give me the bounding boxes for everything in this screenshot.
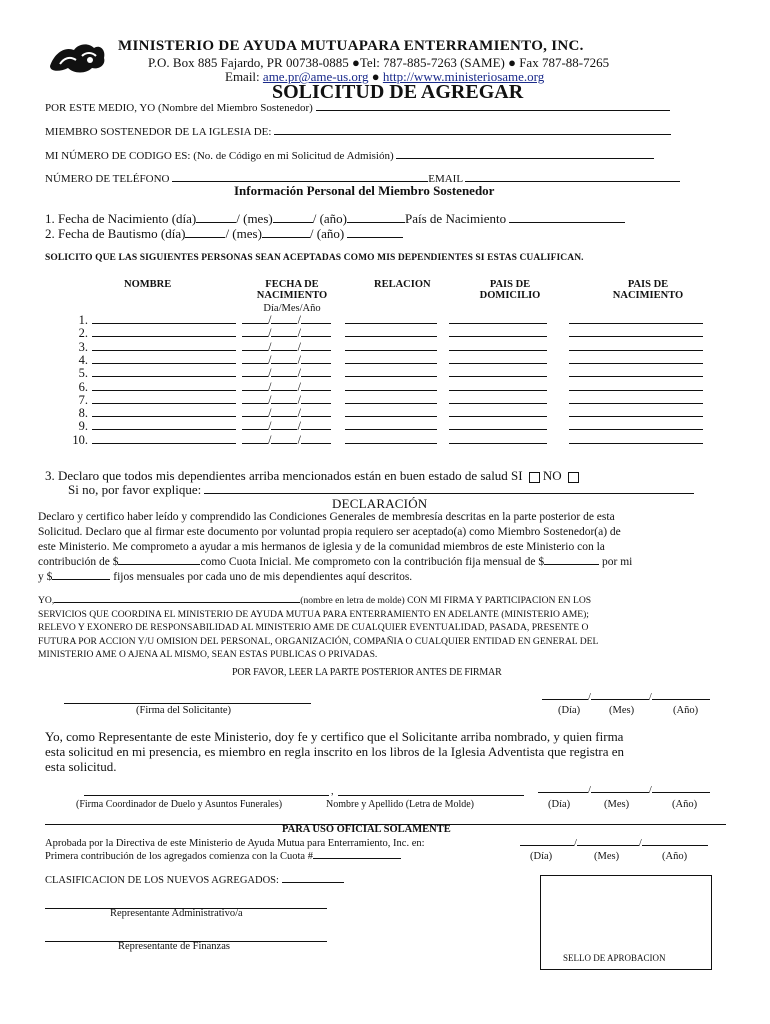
ano-label: (Año): [662, 851, 688, 862]
nombre-molde-input[interactable]: [54, 602, 300, 603]
text-fragment: fijos mensuales por cada uno de mis dependientes aquí descritos.: [113, 571, 413, 583]
field-label: / (año): [312, 211, 348, 226]
declaracion-heading: DECLARACIÓN: [332, 496, 428, 511]
mes-input[interactable]: [271, 336, 297, 337]
mes-input[interactable]: [271, 350, 297, 351]
website-link[interactable]: http://www.ministeriosame.org: [382, 69, 545, 84]
mes-input[interactable]: [271, 363, 297, 364]
telefono-input-line[interactable]: [172, 181, 428, 182]
pais-domicilio-input[interactable]: [449, 403, 547, 404]
dependents-intro: SOLICITO QUE LAS SIGUIENTES PERSONAS SEAN ACEPTADAS COMO MIS DEPENDIENTES SI ESTAS CUALIFICAN.: [45, 253, 584, 263]
pais-domicilio-input[interactable]: [449, 376, 547, 377]
col-header-line: DOMICILIO: [479, 290, 541, 301]
date-sep: /: [268, 353, 272, 367]
row-number: 6.: [78, 380, 88, 394]
ano-input[interactable]: [301, 323, 331, 324]
input-line[interactable]: [262, 237, 310, 238]
firma-solicitante-label: (Firma del Solicitante): [136, 705, 232, 716]
date-sep: /: [268, 406, 272, 420]
mes-label: (Mes): [594, 851, 620, 862]
ano-input[interactable]: [642, 845, 708, 846]
col-relacion: RELACION: [374, 279, 431, 290]
text-fragment: por mi: [601, 556, 633, 568]
nombre-apellido-label: Nombre y Apellido (Letra de Molde): [326, 799, 475, 810]
dia-input[interactable]: [242, 403, 268, 404]
nombre-apellido-line[interactable]: [338, 795, 524, 796]
declaracion-line: [38, 570, 632, 585]
relevo-line: MINISTERIO AME O AJENA AL MISMO, SEAN ESTAS PUBLICAS O PRIVADAS.: [38, 649, 378, 661]
col-header-line: NACIMIENTO: [256, 290, 328, 301]
email-input-line[interactable]: [465, 181, 680, 182]
pais-nacimiento-input[interactable]: [569, 323, 703, 324]
input-line[interactable]: [347, 237, 403, 238]
relevo-line: [38, 594, 598, 608]
relevo-line: FUTURA POR ACCION Y/U OMISION DEL PERSONAL, ORGANIZACIÓN, COMPAÑIA O CUALQUIER ENTIDAD EN GENERAL DEL: [38, 635, 599, 647]
relacion-input[interactable]: [345, 336, 437, 337]
date-sep: /: [588, 785, 591, 796]
col-header-line: NACIMIENTO: [612, 290, 684, 301]
ano-input[interactable]: [652, 792, 710, 793]
comma: ,: [331, 786, 334, 797]
field-label: MI NÚMERO DE CODIGO ES: (No. de Código en mi Solicitud de Admisión): [45, 150, 394, 162]
date-sep: /: [297, 380, 301, 394]
relacion-input[interactable]: [345, 429, 437, 430]
mes-input[interactable]: [271, 323, 297, 324]
nombre-input[interactable]: [92, 443, 236, 444]
ano-input[interactable]: [652, 699, 710, 700]
rep-admin-label: Representante Administrativo/a: [110, 908, 243, 919]
col-fecha-nacimiento: [244, 279, 340, 301]
dia-input[interactable]: [242, 429, 268, 430]
cuota-mensual-input[interactable]: [544, 564, 599, 565]
date-sep: /: [297, 313, 301, 327]
dia-input[interactable]: [538, 792, 588, 793]
pais-domicilio-input[interactable]: [449, 390, 547, 391]
dia-input[interactable]: [242, 323, 268, 324]
pais-nacimiento-input[interactable]: [569, 390, 703, 391]
relacion-input[interactable]: [345, 443, 437, 444]
declaracion-line: este Ministerio. Me comprometo a ayudar a mis hermanos de iglesia y de la comunidad miembros de este Ministerio con la: [38, 541, 605, 553]
mes-input[interactable]: [271, 403, 297, 404]
date-sep: /: [648, 692, 652, 703]
relacion-input[interactable]: [345, 403, 437, 404]
nombre-input[interactable]: [92, 350, 236, 351]
firma-coordinador-label: (Firma Coordinador de Duelo y Asuntos Funerales): [76, 799, 283, 810]
email-label: Email:: [225, 69, 260, 84]
col-header-line: PAIS DE: [489, 279, 531, 290]
row-number: 4.: [78, 353, 88, 367]
relacion-input[interactable]: [345, 390, 437, 391]
firma-coordinador-line[interactable]: [84, 795, 329, 796]
declaracion-line: [38, 555, 632, 570]
nombre-input[interactable]: [92, 376, 236, 377]
relacion-input[interactable]: [345, 363, 437, 364]
nombre-input[interactable]: [92, 416, 236, 417]
clasificacion-field[interactable]: [45, 875, 344, 886]
dia-input[interactable]: [242, 350, 268, 351]
fecha-coordinador[interactable]: [538, 785, 710, 796]
field-label: Si no, por favor explique:: [68, 482, 202, 497]
dia-input[interactable]: [242, 363, 268, 364]
cuota-dependiente-input[interactable]: [52, 579, 110, 580]
declaracion-body: [38, 510, 632, 585]
mes-input[interactable]: [271, 390, 297, 391]
date-sep: /: [297, 326, 301, 340]
date-sep: /: [268, 340, 272, 354]
date-sep: /: [648, 785, 652, 796]
dia-input[interactable]: [542, 699, 588, 700]
nombre-input[interactable]: [92, 336, 236, 337]
ano-input[interactable]: [301, 390, 331, 391]
field-nombre-sostenedor[interactable]: [45, 102, 670, 114]
ano-input[interactable]: [301, 376, 331, 377]
dia-input[interactable]: [242, 416, 268, 417]
field-label: / (mes): [225, 226, 262, 241]
input-line[interactable]: [396, 158, 654, 159]
org-name: MINISTERIO DE AYUDA MUTUAPARA ENTERRAMIENTO, INC.: [118, 38, 584, 54]
field-label: 2. Fecha de Bautismo (día): [45, 226, 186, 241]
ano-label: (Año): [673, 705, 699, 716]
col-fecha-sub: Día/Mes/Año: [263, 303, 321, 314]
no-checkbox[interactable]: [568, 472, 579, 483]
pais-domicilio-input[interactable]: [449, 323, 547, 324]
mes-input[interactable]: [271, 416, 297, 417]
relevo-line: SERVICIOS QUE COORDINA EL MINISTERIO DE AYUDA MUTUA PARA ENTERRAMIENTO EN ADELANTE (MINISTERIO AME);: [38, 608, 589, 620]
input-line[interactable]: [196, 222, 236, 223]
table-row: [60, 433, 703, 448]
field-iglesia[interactable]: [45, 126, 671, 138]
table-row: [60, 366, 703, 381]
pais-nacimiento-input[interactable]: [569, 429, 703, 430]
input-line[interactable]: [347, 222, 405, 223]
org-address: P.O. Box 885 Fajardo, PR 00738-0885 ●Tel: 787-885-7263 (SAME) ● Fax 787-88-7265: [148, 55, 610, 70]
text-fragment: contribución de $: [38, 556, 119, 568]
row-number: 2.: [78, 326, 88, 340]
text-fragment: YO,: [38, 595, 55, 606]
rep-line: esta solicitud.: [45, 759, 117, 774]
dia-input[interactable]: [242, 443, 268, 444]
date-sep: /: [297, 366, 301, 380]
nombre-input[interactable]: [92, 390, 236, 391]
col-pais-nacimiento: [600, 279, 696, 301]
pais-nacimiento-input[interactable]: [569, 376, 703, 377]
pais-domicilio-input[interactable]: [449, 363, 547, 364]
nombre-input[interactable]: [92, 429, 236, 430]
row-number: 8.: [78, 406, 88, 420]
date-sep: /: [297, 393, 301, 407]
mes-input[interactable]: [271, 429, 297, 430]
salud-text: 3. Declaro que todos mis dependientes arriba mencionados están en buen estado de salud SI: [45, 468, 523, 483]
row-number: 3.: [78, 340, 88, 354]
pais-domicilio-input[interactable]: [449, 429, 547, 430]
no-label: NO: [542, 468, 562, 483]
date-sep: /: [297, 353, 301, 367]
col-pais-domicilio: [462, 279, 558, 301]
email-field-label: EMAIL: [428, 173, 463, 185]
ano-input[interactable]: [301, 363, 331, 364]
text-fragment: y $: [38, 571, 53, 583]
declaracion-line: Solicitud. Declaro que al firmar este documento por voluntad propia requiero ser aceptado(a) como Miembro Sostenedor(a) de: [38, 526, 621, 538]
pais-nacimiento-input[interactable]: [569, 416, 703, 417]
field-label: Primera contribución de los agregados comienza con la Cuota #: [45, 851, 313, 862]
row-number: 1.: [78, 313, 88, 327]
date-sep: /: [268, 326, 272, 340]
form-title: SOLICITUD DE AGREGAR: [272, 81, 524, 103]
dia-input[interactable]: [520, 845, 574, 846]
date-sep: /: [297, 406, 301, 420]
dia-label: (Día): [558, 705, 581, 716]
dia-label: (Día): [548, 799, 571, 810]
fecha-bautismo-line[interactable]: [45, 226, 403, 242]
dia-input[interactable]: [242, 376, 268, 377]
pais-nacimiento-input[interactable]: [569, 336, 703, 337]
input-line[interactable]: [509, 222, 625, 223]
pais-nacimiento-input[interactable]: [569, 443, 703, 444]
rep-line: esta solicitud en mi presencia, es miembro en regla inscrito en los libros de la Iglesia Adventista que registra en: [45, 744, 625, 759]
mes-input[interactable]: [271, 376, 297, 377]
fecha-aprobada[interactable]: [520, 838, 708, 849]
table-row: [60, 326, 703, 341]
date-sep: /: [268, 313, 272, 327]
dia-label: (Día): [530, 851, 553, 862]
field-label: CLASIFICACION DE LOS NUEVOS AGREGADOS:: [45, 875, 279, 886]
pais-nacimiento-input[interactable]: [569, 350, 703, 351]
text-fragment: (nombre en letra de molde) CON MI FIRMA Y PARTICIPACION EN LOS: [300, 595, 592, 606]
input-line[interactable]: [316, 110, 670, 111]
representante-text: [45, 729, 624, 774]
ano-input[interactable]: [301, 429, 331, 430]
field-label: MIEMBRO SOSTENEDOR DE LA IGLESIA DE:: [45, 126, 272, 138]
rep-line: Yo, como Representante de este Ministerio, doy fe y certifico que el Solicitante arriba nombrado, y quien firma: [45, 729, 624, 744]
input-line[interactable]: [204, 493, 694, 494]
pais-nacimiento-input[interactable]: [569, 403, 703, 404]
relacion-input[interactable]: [345, 350, 437, 351]
relacion-input[interactable]: [345, 416, 437, 417]
date-sep: /: [268, 380, 272, 394]
dia-input[interactable]: [242, 336, 268, 337]
mes-input[interactable]: [271, 443, 297, 444]
si-checkbox[interactable]: [529, 472, 540, 483]
ano-label: (Año): [672, 799, 698, 810]
clasificacion-input[interactable]: [282, 882, 344, 883]
date-sep: /: [297, 419, 301, 433]
oficial-heading: PARA USO OFICIAL SOLAMENTE: [282, 824, 451, 835]
field-label: POR ESTE MEDIO, YO (Nombre del Miembro Sostenedor): [45, 102, 313, 114]
relacion-input[interactable]: [345, 323, 437, 324]
primera-contribucion[interactable]: [45, 851, 401, 862]
input-line[interactable]: [273, 222, 313, 223]
date-sep: /: [297, 340, 301, 354]
field-label: 1. Fecha de Nacimiento (día): [45, 211, 197, 226]
mes-input[interactable]: [591, 699, 649, 700]
ano-input[interactable]: [301, 416, 331, 417]
date-sep: /: [297, 433, 301, 447]
declaracion-line: Declaro y certifico haber leído y comprendido las Condiciones Generales de membresía descritas en la parte posterior de esta: [38, 511, 615, 523]
field-label: / (año): [309, 226, 345, 241]
row-number: 5.: [78, 366, 88, 380]
rep-finanzas-label: Representante de Finanzas: [118, 941, 230, 952]
pais-nacimiento-input[interactable]: [569, 363, 703, 364]
relevo-body: [38, 594, 598, 662]
field-label: / (mes): [236, 211, 273, 226]
nombre-input[interactable]: [92, 363, 236, 364]
field-label: NÚMERO DE TELÉFONO: [45, 173, 170, 185]
row-number: 9.: [78, 419, 88, 433]
input-line[interactable]: [185, 237, 225, 238]
mes-input[interactable]: [591, 792, 649, 793]
ano-input[interactable]: [301, 336, 331, 337]
pais-domicilio-input[interactable]: [449, 350, 547, 351]
date-sep: /: [574, 838, 577, 849]
text-fragment: como Cuota Inicial. Me comprometo con la contribución fija mensual de $: [200, 556, 545, 568]
date-sep: /: [638, 838, 642, 849]
row-number: 10.: [72, 433, 88, 447]
pais-domicilio-input[interactable]: [449, 416, 547, 417]
ano-input[interactable]: [301, 350, 331, 351]
col-nombre: NOMBRE: [124, 279, 172, 290]
personal-info-heading: Información Personal del Miembro Sostenedor: [234, 183, 495, 198]
date-sep: /: [268, 419, 272, 433]
ano-input[interactable]: [301, 403, 331, 404]
ano-input[interactable]: [301, 443, 331, 444]
date-sep: /: [268, 433, 272, 447]
col-header-line: FECHA DE: [265, 279, 319, 290]
date-sep: /: [268, 366, 272, 380]
fecha-nacimiento-line[interactable]: [45, 211, 625, 227]
logo: [46, 36, 108, 76]
nombre-input[interactable]: [92, 323, 236, 324]
cuota-inicial-input[interactable]: [118, 564, 200, 565]
pais-domicilio-input[interactable]: [449, 443, 547, 444]
dia-input[interactable]: [242, 390, 268, 391]
date-sep: /: [588, 692, 591, 703]
bullet-separator: ●: [371, 69, 380, 84]
field-numero-codigo[interactable]: [45, 150, 654, 162]
sello-label: SELLO DE APROBACION: [563, 953, 666, 963]
firma-solicitante-line[interactable]: [64, 703, 311, 704]
cuota-numero-input[interactable]: [313, 858, 401, 859]
relevo-line: RELEVO Y EXONERO DE RESPONSABILIDAD AL MINISTERIO AME DE CUALQUIER EVENTUALIDAD, PASADA, PRESENTE O: [38, 622, 589, 634]
input-line[interactable]: [274, 134, 671, 135]
fecha-solicitante[interactable]: [542, 692, 710, 703]
mes-input[interactable]: [577, 845, 639, 846]
field-label: País de Nacimiento: [405, 211, 507, 226]
leer-posterior-note: POR FAVOR, LEER LA PARTE POSTERIOR ANTES DE FIRMAR: [232, 667, 502, 678]
table-row: [60, 419, 703, 434]
mes-label: (Mes): [609, 705, 635, 716]
relacion-input[interactable]: [345, 376, 437, 377]
mes-label: (Mes): [604, 799, 630, 810]
email-link[interactable]: ame.pr@ame-us.org: [262, 69, 369, 84]
nombre-input[interactable]: [92, 403, 236, 404]
row-number: 7.: [78, 393, 88, 407]
date-sep: /: [268, 393, 272, 407]
aprobada-text: Aprobada por la Directiva de este Ministerio de Ayuda Mutua para Enterramiento, Inc. en:: [45, 838, 425, 849]
pais-domicilio-input[interactable]: [449, 336, 547, 337]
col-header-line: PAIS DE: [627, 279, 669, 290]
